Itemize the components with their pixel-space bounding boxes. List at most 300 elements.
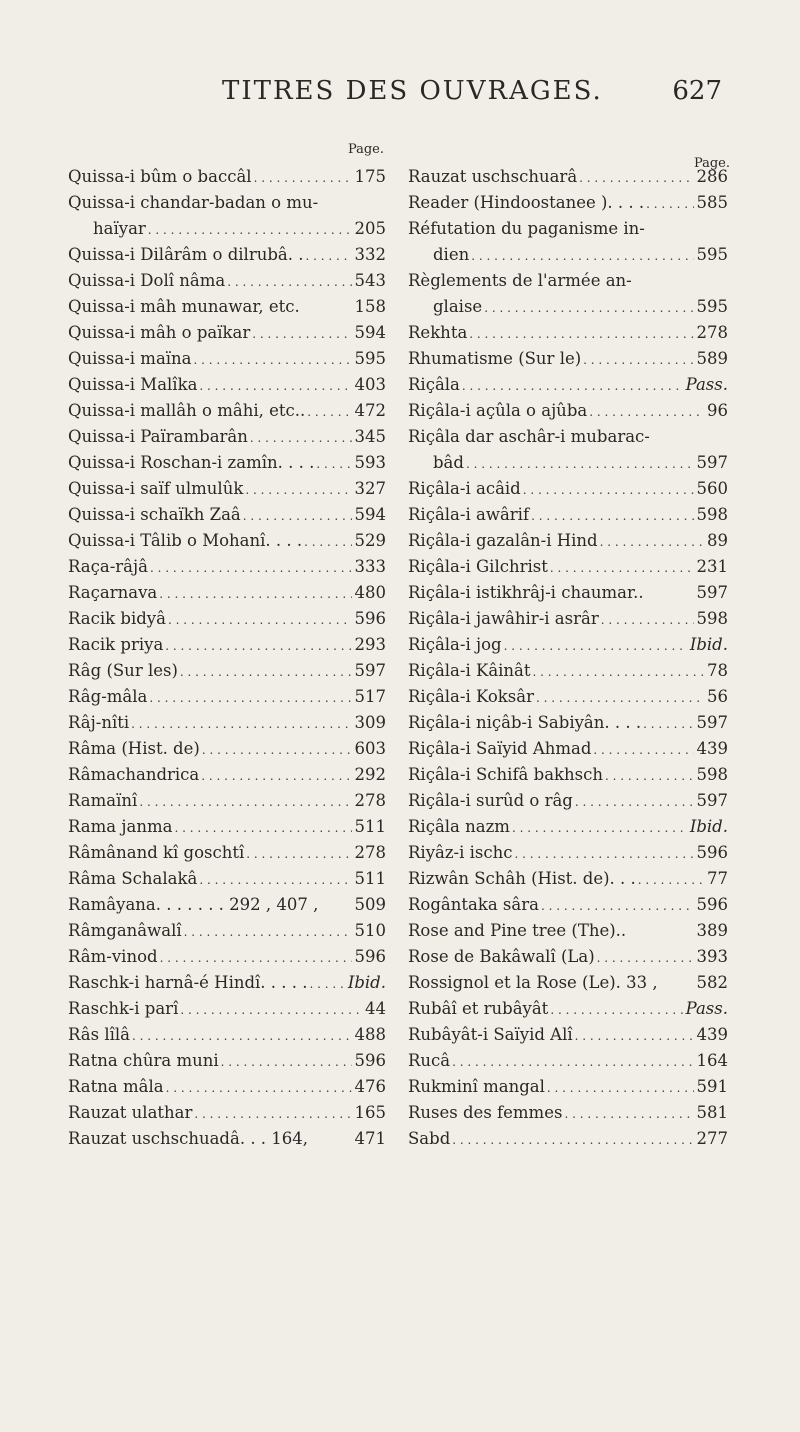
dot-leader xyxy=(166,1075,352,1101)
index-column-right xyxy=(408,138,728,1152)
entry-title: Riçâla-i acâid xyxy=(408,479,521,498)
index-entry xyxy=(68,346,386,372)
page-number: 627 xyxy=(672,76,722,106)
entry-page-ref: 77 xyxy=(707,869,728,888)
entry-title: Raschk-i harnâ-é Hindî. . . . . xyxy=(68,973,308,992)
dot-leader xyxy=(194,1101,351,1127)
index-entry xyxy=(408,1100,728,1126)
index-entry xyxy=(68,528,386,554)
index-entry xyxy=(408,1048,728,1074)
entry-page-ref: 164 xyxy=(696,1051,728,1070)
dot-leader xyxy=(471,243,693,269)
entry-page-ref: 594 xyxy=(354,323,386,342)
index-entry xyxy=(408,216,728,242)
dot-leader xyxy=(168,607,352,633)
entry-title: Riçâla dar aschâr-i mubarac- xyxy=(408,427,650,446)
dot-leader xyxy=(304,529,351,555)
entry-page-ref: 597 xyxy=(696,791,728,810)
index-entry xyxy=(68,944,386,970)
entry-page-ref: 165 xyxy=(354,1103,386,1122)
entry-title: Riçâla-i jawâhir-i asrâr xyxy=(408,609,599,628)
entry-title: Riçâla-i istikhrâj-i chaumar.. xyxy=(408,583,644,602)
entry-title: dien xyxy=(433,245,470,264)
entry-title: Quissa-i Roschan-i zamîn. . . . xyxy=(68,453,315,472)
dot-leader xyxy=(462,373,683,399)
dot-leader xyxy=(504,633,687,659)
dot-leader xyxy=(250,425,352,451)
dot-leader xyxy=(199,867,351,893)
index-entry xyxy=(68,580,386,606)
dot-leader xyxy=(180,997,362,1023)
dot-leader xyxy=(589,399,704,425)
dot-leader xyxy=(601,607,694,633)
entry-title: Ramaïnî xyxy=(68,791,138,810)
index-entry xyxy=(68,216,386,242)
entry-page-ref: 175 xyxy=(354,167,386,186)
entry-page-ref: Ibid. xyxy=(689,817,728,836)
entry-page-ref: Pass. xyxy=(685,999,728,1018)
entry-page-ref: 585 xyxy=(696,193,728,212)
entry-title: Raschk-i parî xyxy=(68,999,179,1018)
entry-title: Réfutation du paganisme in- xyxy=(408,219,645,238)
entry-page-ref: 591 xyxy=(696,1077,728,1096)
entry-page-ref: 597 xyxy=(354,661,386,680)
dot-leader xyxy=(564,1101,693,1127)
entry-title: Riçâla-i gazalân-i Hind xyxy=(408,531,598,550)
entry-title: Raçarnava xyxy=(68,583,158,602)
entry-title: Rubâî et rubâyât xyxy=(408,999,549,1018)
dot-leader xyxy=(638,867,704,893)
entry-title: Quissa-i chandar-badan o mu- xyxy=(68,193,319,212)
dot-leader xyxy=(227,269,351,295)
entry-page-ref: 278 xyxy=(696,323,728,342)
index-entry xyxy=(68,372,386,398)
index-entry xyxy=(408,658,728,684)
entry-page-ref: Ibid. xyxy=(347,973,386,992)
dot-leader xyxy=(531,503,693,529)
index-entry xyxy=(408,788,728,814)
entry-title: Riçâla-i jog xyxy=(408,635,502,654)
entry-title: Râma Schalakâ xyxy=(68,869,198,888)
running-title: TITRES DES OUVRAGES. xyxy=(222,76,603,106)
index-entry xyxy=(408,372,728,398)
entry-title: Raça-râjâ xyxy=(68,557,148,576)
entry-page-ref: 560 xyxy=(696,479,728,498)
entry-title: Ratna mâla xyxy=(68,1077,164,1096)
dot-leader xyxy=(243,503,352,529)
dot-leader xyxy=(199,373,351,399)
entry-page-ref: 332 xyxy=(354,245,386,264)
dot-leader xyxy=(605,763,694,789)
entry-title: Râmganâwalî xyxy=(68,921,182,940)
dot-leader xyxy=(131,711,351,737)
index-entry xyxy=(68,866,386,892)
dot-leader xyxy=(523,477,694,503)
entry-page-ref: 78 xyxy=(707,661,728,680)
page-column-label: Page. xyxy=(693,156,730,171)
entry-page-ref: 44 xyxy=(365,999,386,1018)
entry-page-ref: 472 xyxy=(354,401,386,420)
dot-leader xyxy=(202,737,352,763)
entry-title: Quissa-i Malîka xyxy=(68,375,198,394)
dot-leader xyxy=(148,217,352,243)
entry-title: Rekhta xyxy=(408,323,468,342)
index-entry xyxy=(408,996,728,1022)
index-entry xyxy=(68,788,386,814)
index-entry xyxy=(68,606,386,632)
entry-page-ref: 509 xyxy=(354,895,386,914)
entry-title: Quissa-i mallâh o mâhi, etc.. xyxy=(68,401,306,420)
index-entry xyxy=(408,736,728,762)
entry-page-ref: 205 xyxy=(354,219,386,238)
entry-page-ref: 309 xyxy=(354,713,386,732)
entry-title: Riçâla-i surûd o râg xyxy=(408,791,573,810)
entry-page-ref: 278 xyxy=(354,791,386,810)
index-entry xyxy=(408,970,728,996)
dot-leader xyxy=(575,789,694,815)
entry-page-ref: 96 xyxy=(707,401,728,420)
entry-page-ref: 277 xyxy=(696,1129,728,1148)
index-entry xyxy=(408,918,728,944)
entry-page-ref: 597 xyxy=(696,453,728,472)
entry-title: Riçâla-i Koksâr xyxy=(408,687,534,706)
index-entry xyxy=(68,996,386,1022)
dot-leader xyxy=(575,1023,694,1049)
index-entry xyxy=(408,892,728,918)
dot-leader xyxy=(579,165,693,191)
index-entry xyxy=(68,554,386,580)
entry-page-ref: 476 xyxy=(354,1077,386,1096)
index-entry xyxy=(408,476,728,502)
entry-page-ref: 327 xyxy=(354,479,386,498)
column-header xyxy=(68,138,386,164)
index-entry xyxy=(68,762,386,788)
index-entry xyxy=(68,424,386,450)
entry-page-ref: 286 xyxy=(696,167,728,186)
index-entry xyxy=(408,398,728,424)
entry-page-ref: 511 xyxy=(354,869,386,888)
entry-title: glaise xyxy=(433,297,483,316)
entry-page-ref: 595 xyxy=(696,245,728,264)
entry-page-ref: 293 xyxy=(354,635,386,654)
index-entry xyxy=(408,762,728,788)
entry-title: Riçâla-i niçâb-i Sabiyân. . . . xyxy=(408,713,642,732)
index-entry xyxy=(408,320,728,346)
entry-title: Racik bidyâ xyxy=(68,609,166,628)
index-entry xyxy=(68,164,386,190)
index-entry xyxy=(68,814,386,840)
dot-leader xyxy=(646,191,693,217)
dot-leader xyxy=(536,685,704,711)
index-entry xyxy=(408,580,728,606)
entry-title: Reader (Hindoostanee ). . . . xyxy=(408,193,645,212)
index-entry xyxy=(408,710,728,736)
index-entry xyxy=(408,346,728,372)
index-entry xyxy=(408,242,728,268)
index-entry xyxy=(408,840,728,866)
entry-title: Râm-vinod xyxy=(68,947,158,966)
dot-leader xyxy=(541,893,694,919)
entry-title: Râj-nîti xyxy=(68,713,130,732)
index-entry xyxy=(68,970,386,996)
entry-title: Rubâyât-i Saïyid Alî xyxy=(408,1025,573,1044)
dot-leader xyxy=(533,659,704,685)
dot-leader xyxy=(466,451,694,477)
index-entry xyxy=(68,190,386,216)
entry-page-ref: 510 xyxy=(354,921,386,940)
entry-page-ref: 333 xyxy=(354,557,386,576)
index-entry xyxy=(408,190,728,216)
dot-leader xyxy=(310,971,345,997)
index-entry xyxy=(408,294,728,320)
entry-page-ref: 292 xyxy=(354,765,386,784)
entry-title: Quissa-i Païrambarân xyxy=(68,427,248,446)
index-entry xyxy=(408,814,728,840)
entry-page-ref: 439 xyxy=(696,739,728,758)
entry-title: Rauzat uschschuarâ xyxy=(408,167,578,186)
entry-title: haïyar xyxy=(93,219,146,238)
entry-title: Quissa-i Tâlib o Mohanî. . . . xyxy=(68,531,303,550)
entry-title: Riçâla-i Kâinât xyxy=(408,661,531,680)
index-entry xyxy=(68,1022,386,1048)
dot-leader xyxy=(512,815,687,841)
dot-leader xyxy=(550,555,694,581)
entry-page-ref: 278 xyxy=(354,843,386,862)
entry-title: Ramâyana. . . . . . . 292 , 407 , xyxy=(68,895,319,914)
entry-title: Rauzat uschschuadâ. . . 164, xyxy=(68,1129,309,1148)
entry-title: Ratna chûra muni xyxy=(68,1051,219,1070)
entry-title: Rose and Pine tree (The).. xyxy=(408,921,627,940)
entry-title: Riçâla-i Saïyid Ahmad xyxy=(408,739,592,758)
entry-page-ref: 593 xyxy=(354,453,386,472)
entry-page-ref: Pass. xyxy=(685,375,728,394)
dot-leader xyxy=(174,815,351,841)
entry-title: Riçâla-i Gilchrist xyxy=(408,557,548,576)
entry-page-ref: 89 xyxy=(707,531,728,550)
entry-page-ref: 596 xyxy=(354,1051,386,1070)
entry-title: Rose de Bakâwalî (La) xyxy=(408,947,595,966)
dot-leader xyxy=(160,945,352,971)
entry-title: Rama janma xyxy=(68,817,173,836)
entry-title: Râmânand kî goschtî xyxy=(68,843,245,862)
entry-page-ref: 589 xyxy=(696,349,728,368)
index-entry xyxy=(408,606,728,632)
dot-leader xyxy=(184,919,352,945)
index-entry xyxy=(68,320,386,346)
entry-page-ref: 543 xyxy=(354,271,386,290)
entry-page-ref: 598 xyxy=(696,609,728,628)
index-entry xyxy=(408,164,728,190)
index-entry xyxy=(68,476,386,502)
entry-page-ref: 603 xyxy=(354,739,386,758)
entry-page-ref: 231 xyxy=(696,557,728,576)
index-entry xyxy=(68,1126,386,1152)
entry-title: Sabd xyxy=(408,1129,451,1148)
entry-title: Règlements de l'armée an- xyxy=(408,271,632,290)
index-entry xyxy=(408,424,728,450)
dot-leader xyxy=(515,841,694,867)
dot-leader xyxy=(452,1127,693,1153)
dot-leader xyxy=(600,529,704,555)
entry-page-ref: 597 xyxy=(696,713,728,732)
entry-title: Ruses des femmes xyxy=(408,1103,563,1122)
entry-page-ref: 596 xyxy=(354,947,386,966)
entry-page-ref: 345 xyxy=(354,427,386,446)
index-entry xyxy=(408,554,728,580)
entry-page-ref: 158 xyxy=(354,297,386,316)
index-entry xyxy=(408,944,728,970)
entry-title: Râg (Sur les) xyxy=(68,661,178,680)
entry-title: Racik priya xyxy=(68,635,164,654)
entry-title: Quissa-i mâh munawar, etc. xyxy=(68,297,300,316)
dot-leader xyxy=(597,945,694,971)
entry-title: Quissa-i maïna xyxy=(68,349,192,368)
dot-leader xyxy=(593,737,693,763)
entry-page-ref: 598 xyxy=(696,765,728,784)
entry-title: Quissa-i saïf ulmulûk xyxy=(68,479,244,498)
index-entry xyxy=(68,268,386,294)
index-entry xyxy=(68,242,386,268)
dot-leader xyxy=(221,1049,352,1075)
dot-leader xyxy=(139,789,351,815)
entry-page-ref: 439 xyxy=(696,1025,728,1044)
dot-leader xyxy=(550,997,682,1023)
index-column-left xyxy=(68,138,386,1152)
entry-page-ref: 581 xyxy=(696,1103,728,1122)
entry-page-ref: 488 xyxy=(354,1025,386,1044)
dot-leader xyxy=(643,711,693,737)
index-entry xyxy=(68,684,386,710)
entry-page-ref: 597 xyxy=(696,583,728,602)
entry-page-ref: 403 xyxy=(354,375,386,394)
index-entry xyxy=(408,502,728,528)
dot-leader xyxy=(246,841,351,867)
entry-title: Râs lîlâ xyxy=(68,1025,131,1044)
dot-leader xyxy=(452,1049,693,1075)
entry-title: Riçâla nazm xyxy=(408,817,510,836)
index-entry xyxy=(68,502,386,528)
entry-title: Riçâla-i awârif xyxy=(408,505,530,524)
dot-leader xyxy=(316,451,351,477)
entry-title: Rossignol et la Rose (Le). 33 , xyxy=(408,973,658,992)
entry-page-ref: 596 xyxy=(354,609,386,628)
index-entry xyxy=(408,684,728,710)
entry-title: Riçâla-i Schifâ bakhsch xyxy=(408,765,603,784)
dot-leader xyxy=(194,347,352,373)
dot-leader xyxy=(150,555,352,581)
dot-leader xyxy=(165,633,351,659)
dot-leader xyxy=(252,321,351,347)
index-entry xyxy=(68,658,386,684)
entry-title: Rukminî mangal xyxy=(408,1077,545,1096)
dot-leader xyxy=(484,295,693,321)
entry-page-ref: 529 xyxy=(354,531,386,550)
entry-list-left xyxy=(68,164,386,1152)
entry-title: Quissa-i Dilârâm o dilrubâ. . xyxy=(68,245,304,264)
index-entry xyxy=(68,1074,386,1100)
index-entry xyxy=(68,892,386,918)
index-entry xyxy=(68,1048,386,1074)
entry-title: Rhumatisme (Sur le) xyxy=(408,349,582,368)
dot-leader xyxy=(305,243,351,269)
dot-leader xyxy=(245,477,351,503)
entry-title: Quissa-i Dolî nâma xyxy=(68,271,226,290)
entry-title: Râmachandrica xyxy=(68,765,200,784)
dot-leader xyxy=(469,321,693,347)
entry-title: Riçâla xyxy=(408,375,460,394)
dot-leader xyxy=(149,685,351,711)
dot-leader xyxy=(180,659,352,685)
entry-title: Quissa-i schaïkh Zaâ xyxy=(68,505,241,524)
page-header xyxy=(222,76,722,122)
entry-page-ref: 389 xyxy=(696,921,728,940)
index-entry xyxy=(408,528,728,554)
index-entry xyxy=(68,398,386,424)
entry-page-ref: Ibid. xyxy=(689,635,728,654)
index-entry xyxy=(408,1022,728,1048)
dot-leader xyxy=(547,1075,694,1101)
index-entry xyxy=(68,450,386,476)
entry-list-right xyxy=(408,164,728,1152)
index-entry xyxy=(408,1074,728,1100)
entry-title: Rucâ xyxy=(408,1051,451,1070)
entry-page-ref: 594 xyxy=(354,505,386,524)
column-header xyxy=(408,138,730,171)
entry-page-ref: 596 xyxy=(696,843,728,862)
entry-page-ref: 511 xyxy=(354,817,386,836)
entry-title: Rogântaka sâra xyxy=(408,895,539,914)
index-entry xyxy=(408,632,728,658)
entry-page-ref: 582 xyxy=(696,973,728,992)
dot-leader xyxy=(159,581,351,607)
index-entry xyxy=(408,450,728,476)
index-entry xyxy=(68,1100,386,1126)
entry-title: Râma (Hist. de) xyxy=(68,739,200,758)
entry-page-ref: 480 xyxy=(354,583,386,602)
entry-title: Quissa-i mâh o païkar xyxy=(68,323,251,342)
page-column-label: Page. xyxy=(347,142,384,157)
index-entry xyxy=(408,866,728,892)
entry-title: Quissa-i bûm o baccâl xyxy=(68,167,252,186)
dot-leader xyxy=(307,399,351,425)
index-entry xyxy=(68,632,386,658)
index-entry xyxy=(408,268,728,294)
dot-leader xyxy=(201,763,351,789)
entry-page-ref: 598 xyxy=(696,505,728,524)
index-entry xyxy=(68,840,386,866)
entry-title: bâd xyxy=(433,453,464,472)
dot-leader xyxy=(583,347,693,373)
entry-page-ref: 517 xyxy=(354,687,386,706)
entry-title: Rauzat ulathar xyxy=(68,1103,193,1122)
entry-title: Râg-mâla xyxy=(68,687,148,706)
entry-page-ref: 393 xyxy=(696,947,728,966)
entry-title: Riyâz-i ischc xyxy=(408,843,513,862)
index-entry xyxy=(68,710,386,736)
entry-page-ref: 595 xyxy=(696,297,728,316)
entry-title: Rizwân Schâh (Hist. de). . . xyxy=(408,869,636,888)
dot-leader xyxy=(132,1023,351,1049)
dot-leader xyxy=(254,165,352,191)
index-entry xyxy=(408,1126,728,1152)
entry-title: Riçâla-i açûla o ajûba xyxy=(408,401,588,420)
entry-page-ref: 471 xyxy=(354,1129,386,1148)
index-entry xyxy=(68,294,386,320)
entry-page-ref: 596 xyxy=(696,895,728,914)
index-entry xyxy=(68,918,386,944)
entry-page-ref: 595 xyxy=(354,349,386,368)
index-entry xyxy=(68,736,386,762)
